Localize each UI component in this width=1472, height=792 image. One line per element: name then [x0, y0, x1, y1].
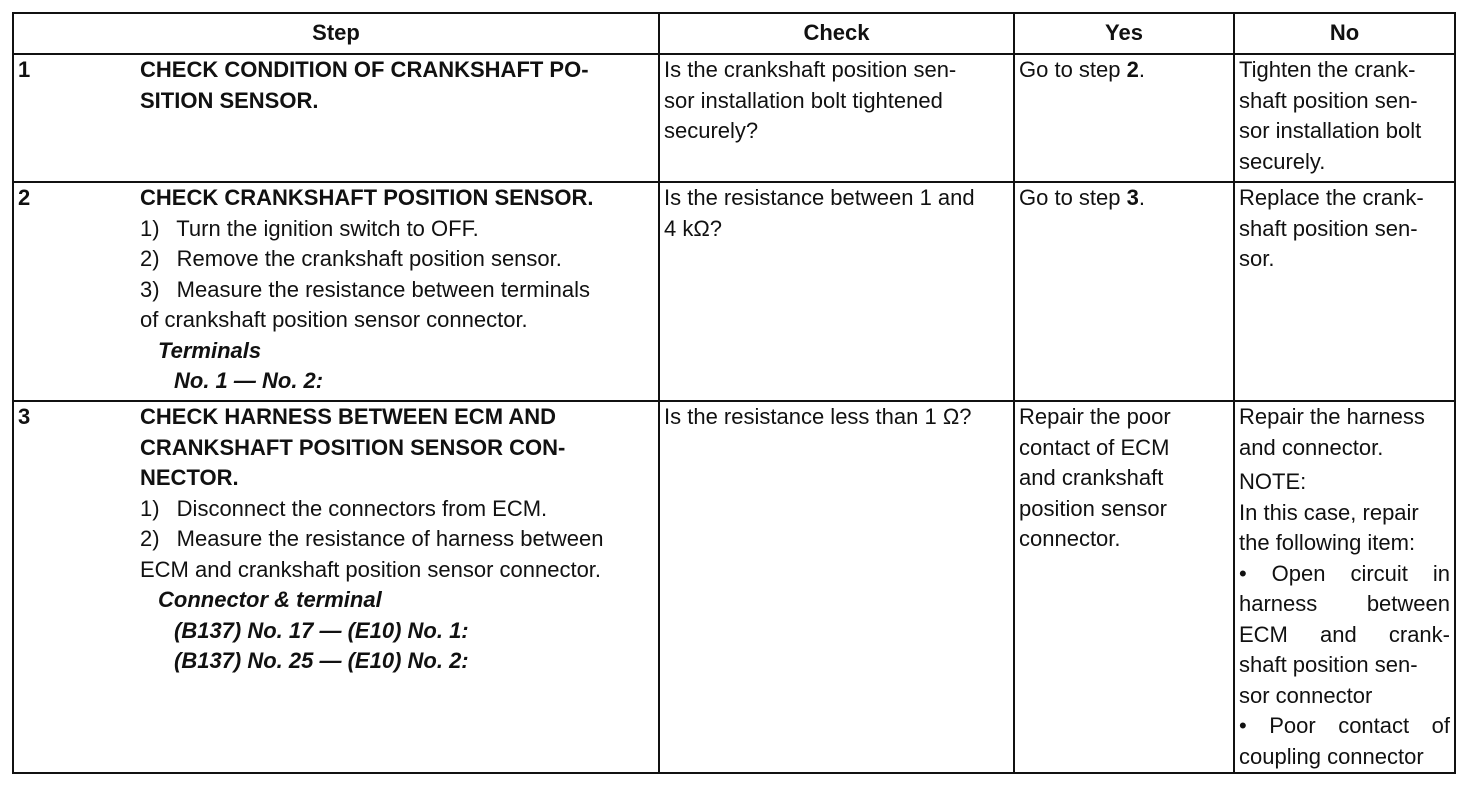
- step-number: 1: [18, 57, 31, 82]
- note-line: harness between: [1239, 591, 1450, 616]
- spec-item: (B137) No. 25 — (E10) No. 2:: [174, 648, 469, 673]
- check-line: Is the crankshaft position sen-: [664, 57, 957, 82]
- check-line: Is the resistance between 1 and: [664, 185, 975, 210]
- header-check: Check: [659, 13, 1014, 54]
- no-line: shaft position sen-: [1239, 215, 1418, 241]
- no-line: securely.: [1239, 148, 1326, 174]
- procedure-step: 1) Turn the ignition switch to OFF.: [140, 215, 479, 241]
- no-cell: [1234, 54, 1455, 182]
- no-cell: [1234, 182, 1455, 401]
- no-line: and connector.: [1239, 434, 1384, 460]
- step-title-line: CHECK CONDITION OF CRANKSHAFT PO-: [140, 57, 589, 82]
- table-row: [13, 54, 1455, 182]
- yes-cell: [1014, 182, 1234, 401]
- check-line: securely?: [664, 118, 759, 143]
- yes-line: Repair the poor: [1019, 404, 1171, 429]
- yes-suffix: .: [1138, 185, 1145, 210]
- check-cell: [659, 54, 1014, 182]
- procedure-step: 2) Measure the resistance of harness between: [140, 526, 604, 551]
- note-line: • Poor contact of: [1239, 713, 1450, 738]
- no-line: Repair the harness: [1239, 404, 1425, 429]
- check-cell: [659, 401, 1014, 773]
- procedure-step: 2) Remove the crankshaft position sensor.: [140, 246, 562, 271]
- check-cell: [659, 182, 1014, 401]
- yes-step-ref: 3: [1126, 185, 1139, 210]
- no-line: Replace the crank-: [1239, 185, 1424, 210]
- note-line: ECM and crank-: [1239, 621, 1450, 647]
- step-number: 2: [18, 185, 31, 210]
- header-no: No: [1234, 13, 1455, 54]
- yes-cell: [1014, 401, 1234, 773]
- spec-item: (B137) No. 17 — (E10) No. 1:: [174, 617, 469, 643]
- step-cell: [13, 54, 659, 182]
- header-yes: Yes: [1014, 13, 1234, 54]
- yes-step-ref: 2: [1126, 57, 1139, 82]
- spec-title: Connector & terminal: [158, 587, 382, 612]
- yes-line: contact of ECM: [1019, 434, 1170, 460]
- procedure-step: 3) Measure the resistance between terminals: [140, 276, 590, 302]
- no-line: Tighten the crank-: [1239, 57, 1416, 82]
- note-line: • Open circuit in: [1239, 560, 1450, 586]
- yes-line: and crankshaft: [1019, 465, 1164, 490]
- step-cell: [13, 401, 659, 773]
- header-step: Step: [13, 13, 659, 54]
- note-line: the following item:: [1239, 530, 1416, 555]
- step-title: CHECK CRANKSHAFT POSITION SENSOR.: [140, 185, 594, 210]
- note-label: NOTE:: [1239, 469, 1307, 494]
- no-line: shaft position sen-: [1239, 87, 1418, 113]
- no-line: sor installation bolt: [1239, 118, 1422, 143]
- step-title-line: CHECK HARNESS BETWEEN ECM AND: [140, 404, 556, 429]
- step-number: 3: [18, 404, 31, 429]
- yes-prefix: Go to step: [1019, 185, 1127, 210]
- spec-title: Terminals: [158, 337, 262, 363]
- yes-cell: [1014, 54, 1234, 182]
- procedure-step: of crankshaft position sensor connector.: [140, 307, 528, 332]
- note-line: sor connector: [1239, 682, 1373, 708]
- note-line: coupling connector: [1239, 743, 1424, 769]
- diagnostic-table: [12, 12, 1456, 774]
- step-cell: [13, 182, 659, 401]
- spec-item: No. 1 — No. 2:: [174, 368, 324, 393]
- check-line: sor installation bolt tightened: [664, 87, 943, 113]
- yes-line: position sensor: [1019, 495, 1167, 521]
- table-header-row: [13, 13, 1455, 54]
- step-title-line: NECTOR.: [140, 465, 239, 490]
- no-line: sor.: [1239, 246, 1275, 271]
- yes-line: connector.: [1019, 526, 1121, 551]
- check-line: Is the resistance less than 1 Ω?: [664, 404, 972, 429]
- note-line: In this case, repair: [1239, 499, 1419, 525]
- step-title-line: CRANKSHAFT POSITION SENSOR CON-: [140, 434, 566, 460]
- note-line: shaft position sen-: [1239, 652, 1418, 677]
- procedure-step: ECM and crankshaft position sensor connector.: [140, 556, 602, 582]
- no-cell: [1234, 401, 1455, 773]
- step-title-line: SITION SENSOR.: [140, 87, 319, 113]
- check-line: 4 kΩ?: [664, 215, 723, 241]
- table-row: [13, 182, 1455, 401]
- table-row: [13, 401, 1455, 773]
- yes-prefix: Go to step: [1019, 57, 1127, 82]
- yes-suffix: .: [1138, 57, 1145, 82]
- procedure-step: 1) Disconnect the connectors from ECM.: [140, 495, 548, 521]
